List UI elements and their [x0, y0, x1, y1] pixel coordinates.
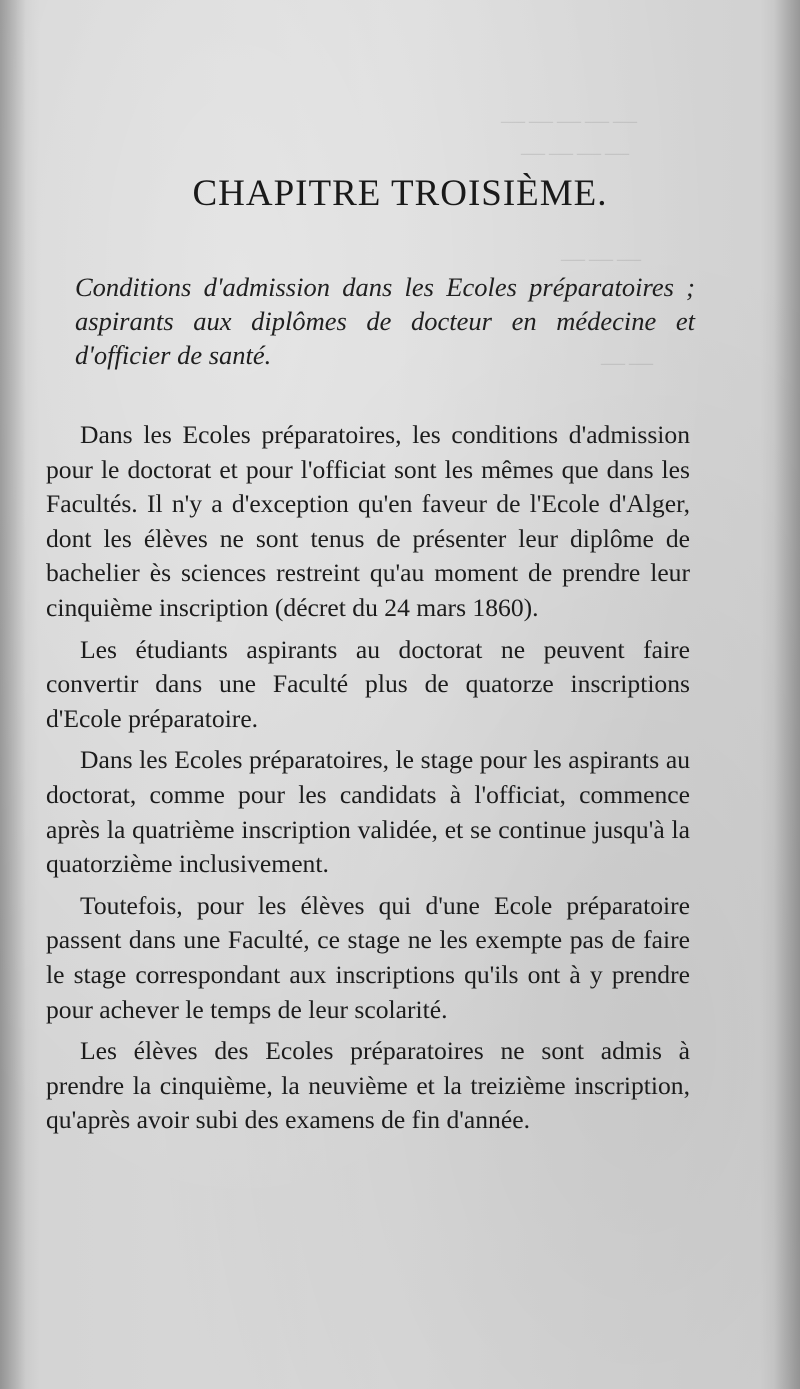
paragraph: Les étudiants aspirants au doctorat ne peuvent faire convertir dans une Faculté plus de quatorze inscriptions d'Ecole préparatoire.: [46, 634, 690, 733]
chapter-subtitle: Conditions d'admission dans les Ecoles préparatoires ; aspirants aux diplômes de docteur en médecine et d'officier de santé.: [75, 272, 695, 370]
chapter-title: CHAPITRE TROISIÈME.: [192, 173, 608, 214]
paragraph: Dans les Ecoles préparatoires, les conditions d'admission pour le doctorat et pour l'officiat sont les mêmes que dans les Facultés. Il n'y a d'exception qu'en faveur de l'Ecole d'Alger, dont les élèves ne sont tenus de présenter leur diplôme de bachelier ès sciences restreint qu'au moment de prendre leur cinquième inscription (décret du 24 mars 1860).: [46, 420, 690, 622]
chapter-body: [46, 418, 690, 1145]
paragraph: Les élèves des Ecoles préparatoires ne sont admis à prendre la cinquième, la neuvième et la treizième inscription, qu'après avoir subi des examens de fin d'année.: [46, 1036, 690, 1135]
show-through-texture: — — — — — — — — — — — — — —: [500, 108, 654, 376]
paragraph: Dans les Ecoles préparatoires, le stage pour les aspirants au doctorat, comme pour les candidats à l'officiat, commence après la quatrième inscription validée, et se continue jusqu'à la quatorzième inclusivement.: [46, 745, 690, 879]
paragraph: Toutefois, pour les élèves qui d'une Ecole préparatoire passent dans une Faculté, ce stage ne les exempte pas de faire le stage correspondant aux inscriptions qu'ils ont à y prendre pour achever le temps de leur scolarité.: [46, 890, 690, 1024]
